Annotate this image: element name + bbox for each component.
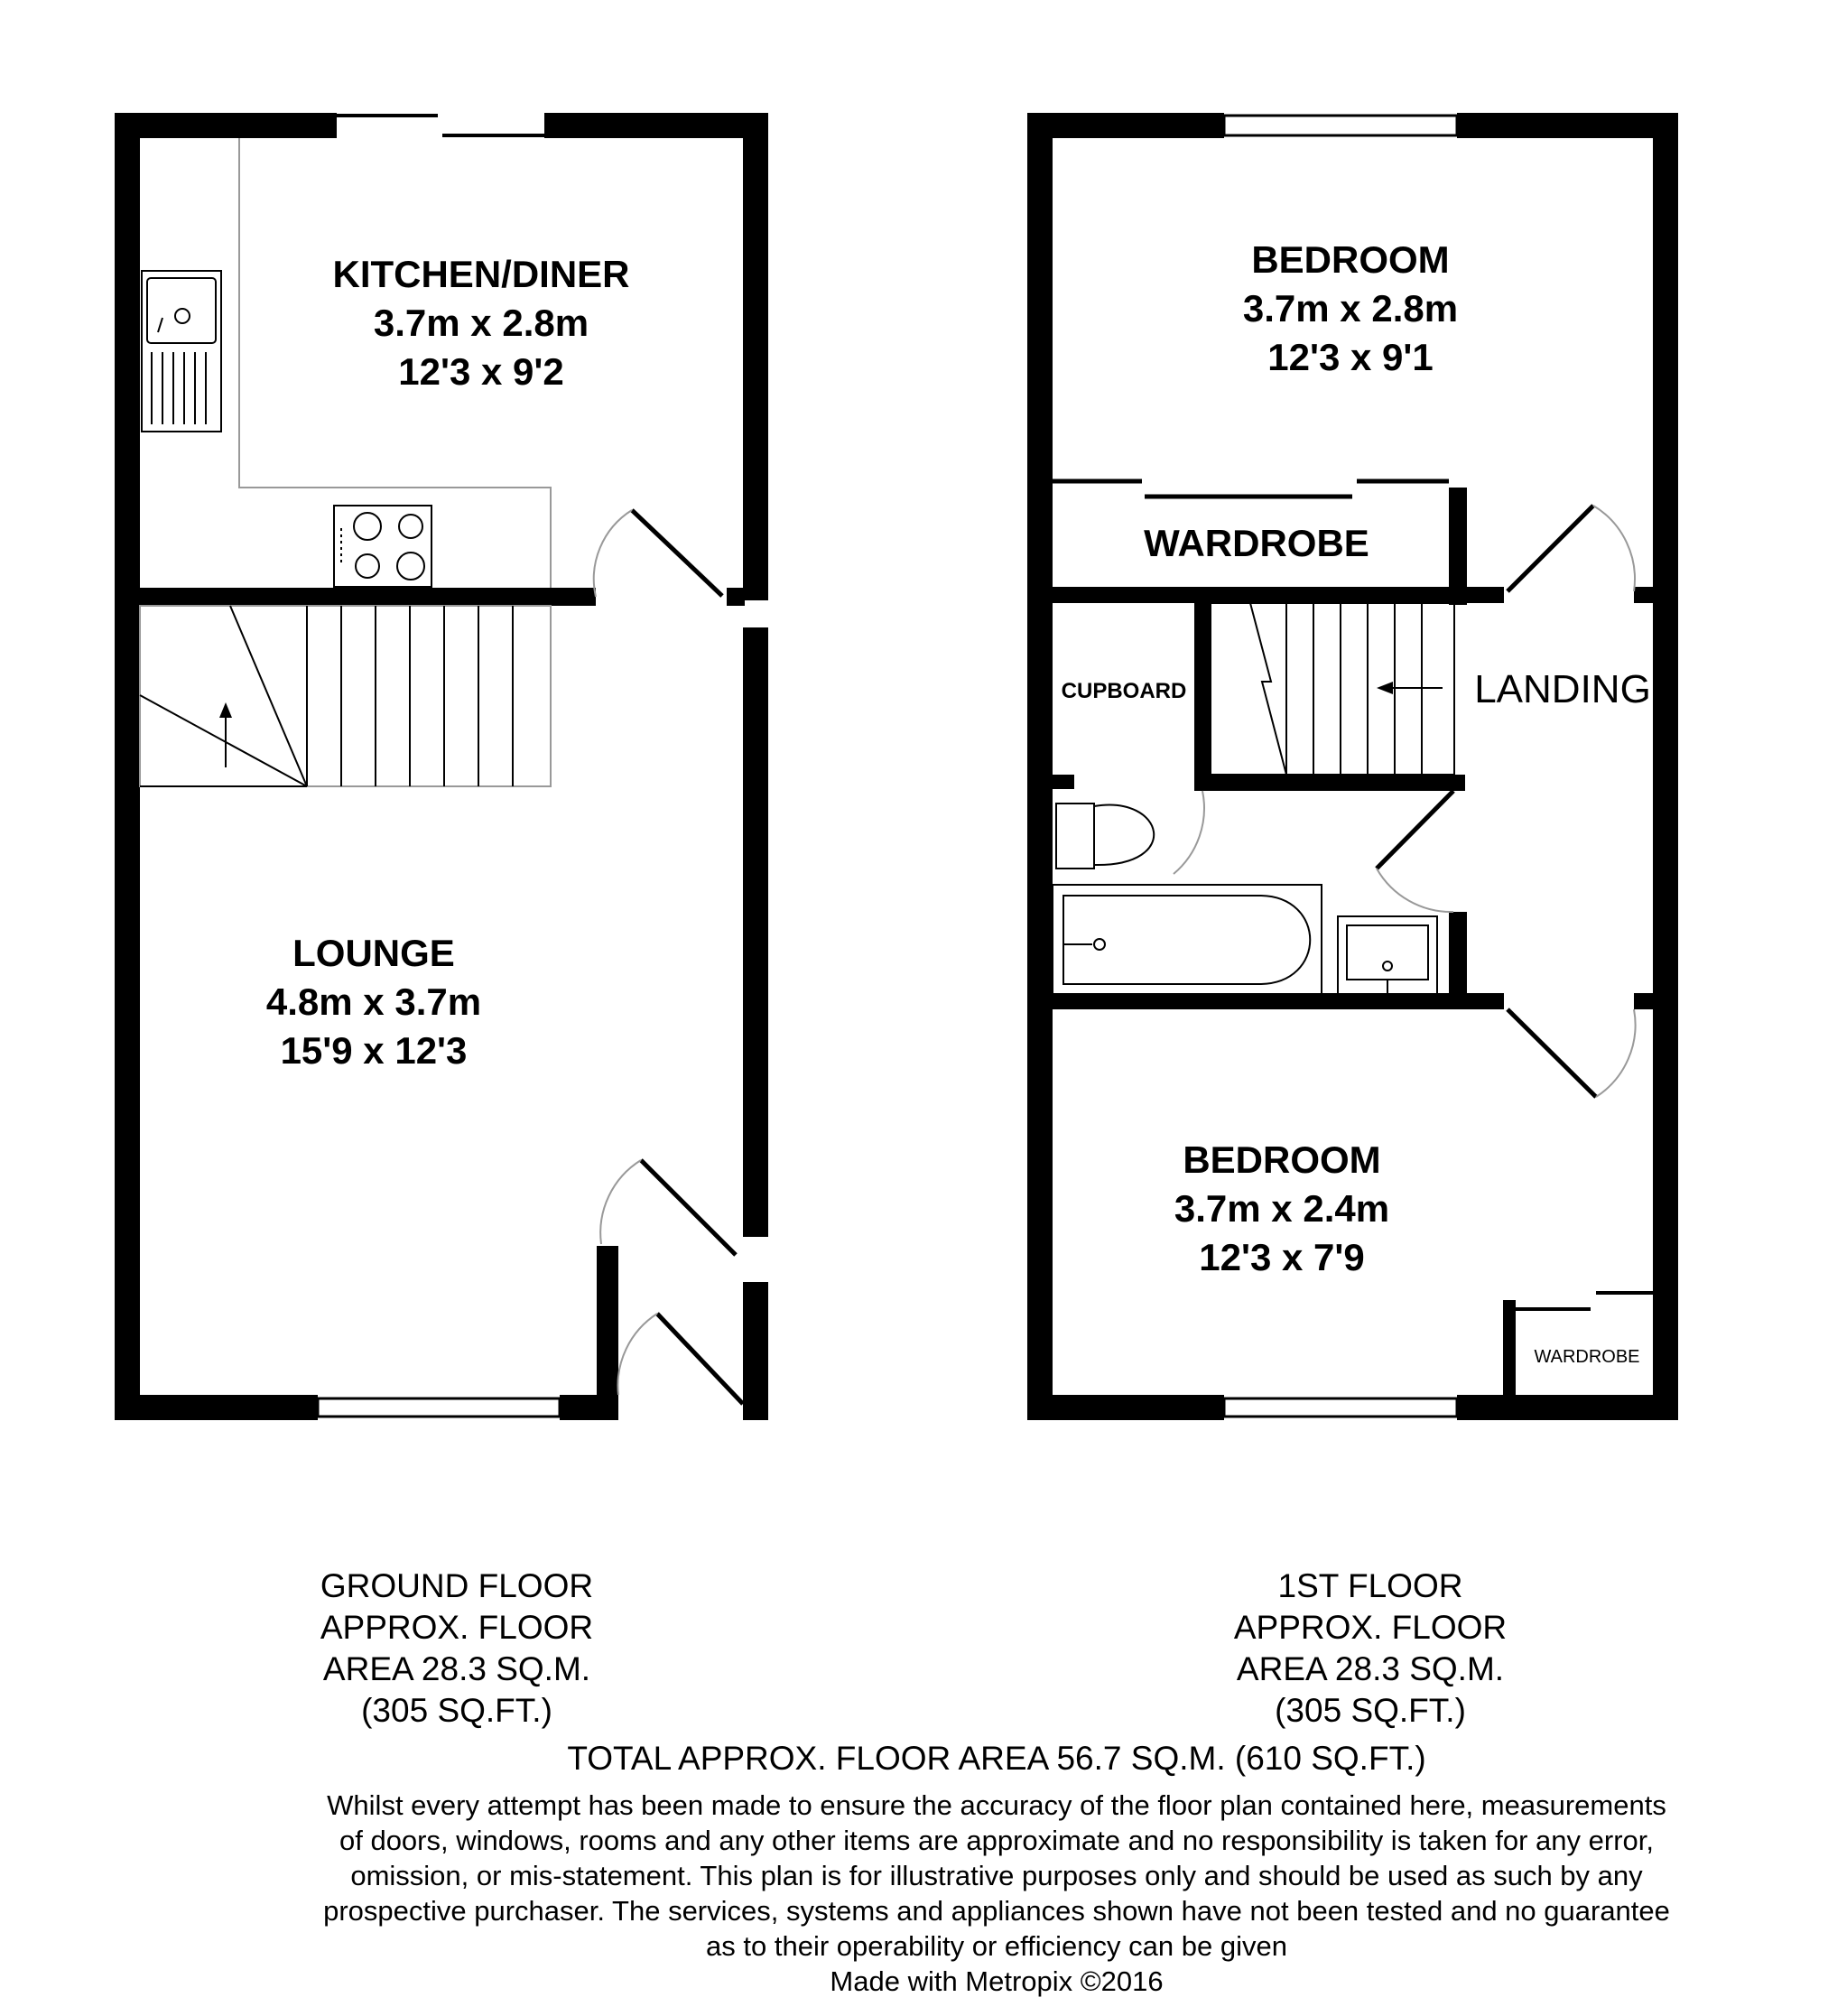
disclaimer-line-5: as to their operability or efficiency can be given (706, 1930, 1287, 1962)
first-summary-line-1: 1ST FLOOR (1277, 1567, 1463, 1604)
bedroom-top-metric: 3.7m x 2.8m (1242, 287, 1459, 330)
first-summary-line-2: APPROX. FLOOR (1233, 1609, 1508, 1646)
wardrobe-top-label: WARDROBE (1144, 522, 1369, 564)
kitchen-imperial: 12'3 x 9'2 (398, 350, 564, 393)
ground-summary-line-3: AREA 28.3 SQ.M. (322, 1650, 591, 1687)
lounge-name: LOUNGE (292, 932, 455, 974)
lounge-imperial: 15'9 x 12'3 (280, 1029, 468, 1072)
total-floor-area: TOTAL APPROX. FLOOR AREA 56.7 SQ.M. (610 SQ.FT.) (567, 1740, 1426, 1777)
ground-summary-line-4: (305 SQ.FT.) (361, 1692, 552, 1729)
credit: Made with Metropix ©2016 (830, 1965, 1164, 1997)
kitchen-name: KITCHEN/DINER (332, 253, 630, 295)
kitchen-metric: 3.7m x 2.8m (373, 302, 589, 344)
bedroom-bottom-label (1174, 1138, 1389, 1278)
disclaimer-line-1: Whilst every attempt has been made to ensure the accuracy of the floor plan contained here, measurements (327, 1789, 1666, 1821)
landing-label: LANDING (1474, 667, 1651, 711)
disclaimer-line-4: prospective purchaser. The services, systems and appliances shown have not been tested and no guarantee (323, 1895, 1670, 1927)
bedroom-top-imperial: 12'3 x 9'1 (1267, 336, 1434, 378)
first-summary-line-4: (305 SQ.FT.) (1275, 1692, 1466, 1729)
first-summary-line-3: AREA 28.3 SQ.M. (1236, 1650, 1505, 1687)
bedroom-top-label (1243, 238, 1458, 378)
bedroom-bottom-window (1224, 1398, 1457, 1417)
disclaimer-line-2: of doors, windows, rooms and any other items are approximate and no responsibility is taken for any error, (339, 1825, 1655, 1856)
bedroom-bottom-imperial: 12'3 x 7'9 (1199, 1236, 1365, 1278)
lounge-window (318, 1398, 560, 1417)
bedroom-bottom-metric: 3.7m x 2.4m (1174, 1187, 1390, 1230)
bedroom-top-name: BEDROOM (1251, 238, 1450, 281)
disclaimer-line-3: omission, or mis-statement. This plan is for illustrative purposes only and should be used as such by any (350, 1860, 1643, 1891)
bedroom-bottom-name: BEDROOM (1183, 1138, 1381, 1181)
bedroom-top-window (1224, 116, 1457, 135)
ground-summary-line-1: GROUND FLOOR (320, 1567, 594, 1604)
ground-summary-line-2: APPROX. FLOOR (320, 1609, 594, 1646)
lounge-metric: 4.8m x 3.7m (265, 980, 482, 1023)
lounge-label (266, 932, 481, 1072)
wardrobe-small-label: WARDROBE (1534, 1347, 1640, 1367)
cupboard-label: CUPBOARD (1061, 679, 1187, 703)
